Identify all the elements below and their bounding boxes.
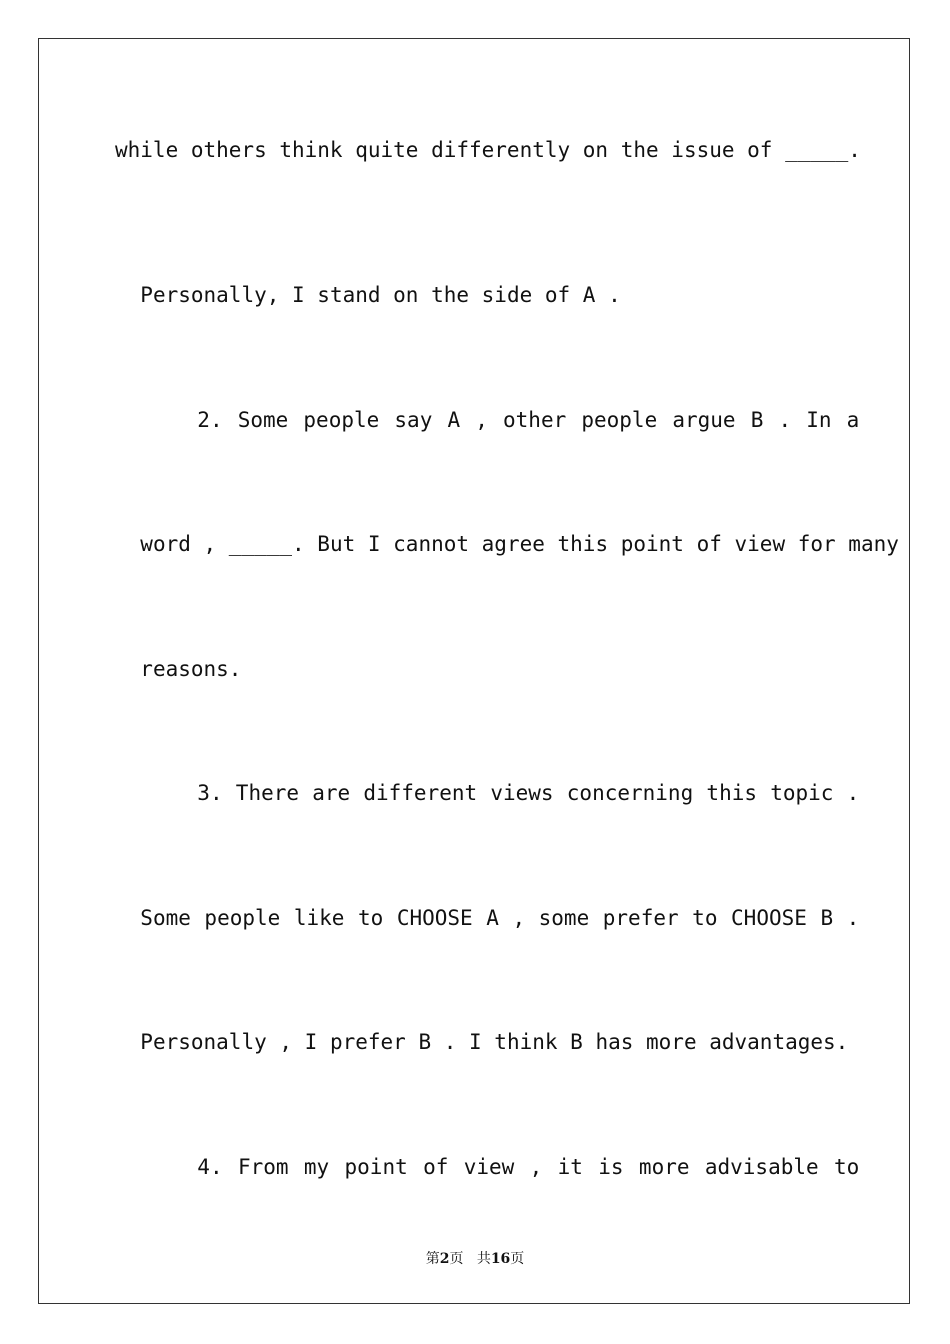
line-8-text: Personally , I prefer B . I think B has more advantages. (140, 1030, 849, 1054)
line-5-text: reasons. (140, 657, 242, 681)
text-line-2 (115, 264, 834, 306)
line-6-text: 3. There are different views concerning this topic . (197, 781, 860, 805)
text-line-5 (115, 638, 834, 680)
text-line-7 (115, 887, 860, 930)
total-prefix: 共 (476, 1251, 491, 1267)
total-suffix: 页 (510, 1251, 525, 1267)
page-footer (0, 1248, 950, 1268)
page-suffix: 页 (449, 1251, 464, 1267)
line-7-text: Some people like to CHOOSE A , some prefer to CHOOSE B . (140, 906, 860, 930)
text-line-4 (115, 513, 899, 556)
line-2-text: Personally, I stand on the side of A . (140, 283, 621, 307)
line-9-text: 4. From my point of view , it is more advisable to (197, 1155, 860, 1179)
line-4-text: word , _____. But I cannot agree this point of view for many (140, 532, 899, 556)
total-pages: 16 (490, 1251, 511, 1267)
text-line-8 (115, 1011, 849, 1054)
text-line-3 (172, 389, 860, 432)
text-line-6 (172, 762, 860, 805)
line-3-text: 2. Some people say A , other people argue B . In a (197, 408, 860, 432)
text-line-9 (172, 1136, 860, 1179)
page-prefix: 第 (425, 1251, 440, 1267)
text-line-1 (115, 138, 861, 162)
line-1-text: while others think quite differently on the issue of _____. (115, 138, 861, 162)
page-number: 2 (439, 1251, 450, 1267)
